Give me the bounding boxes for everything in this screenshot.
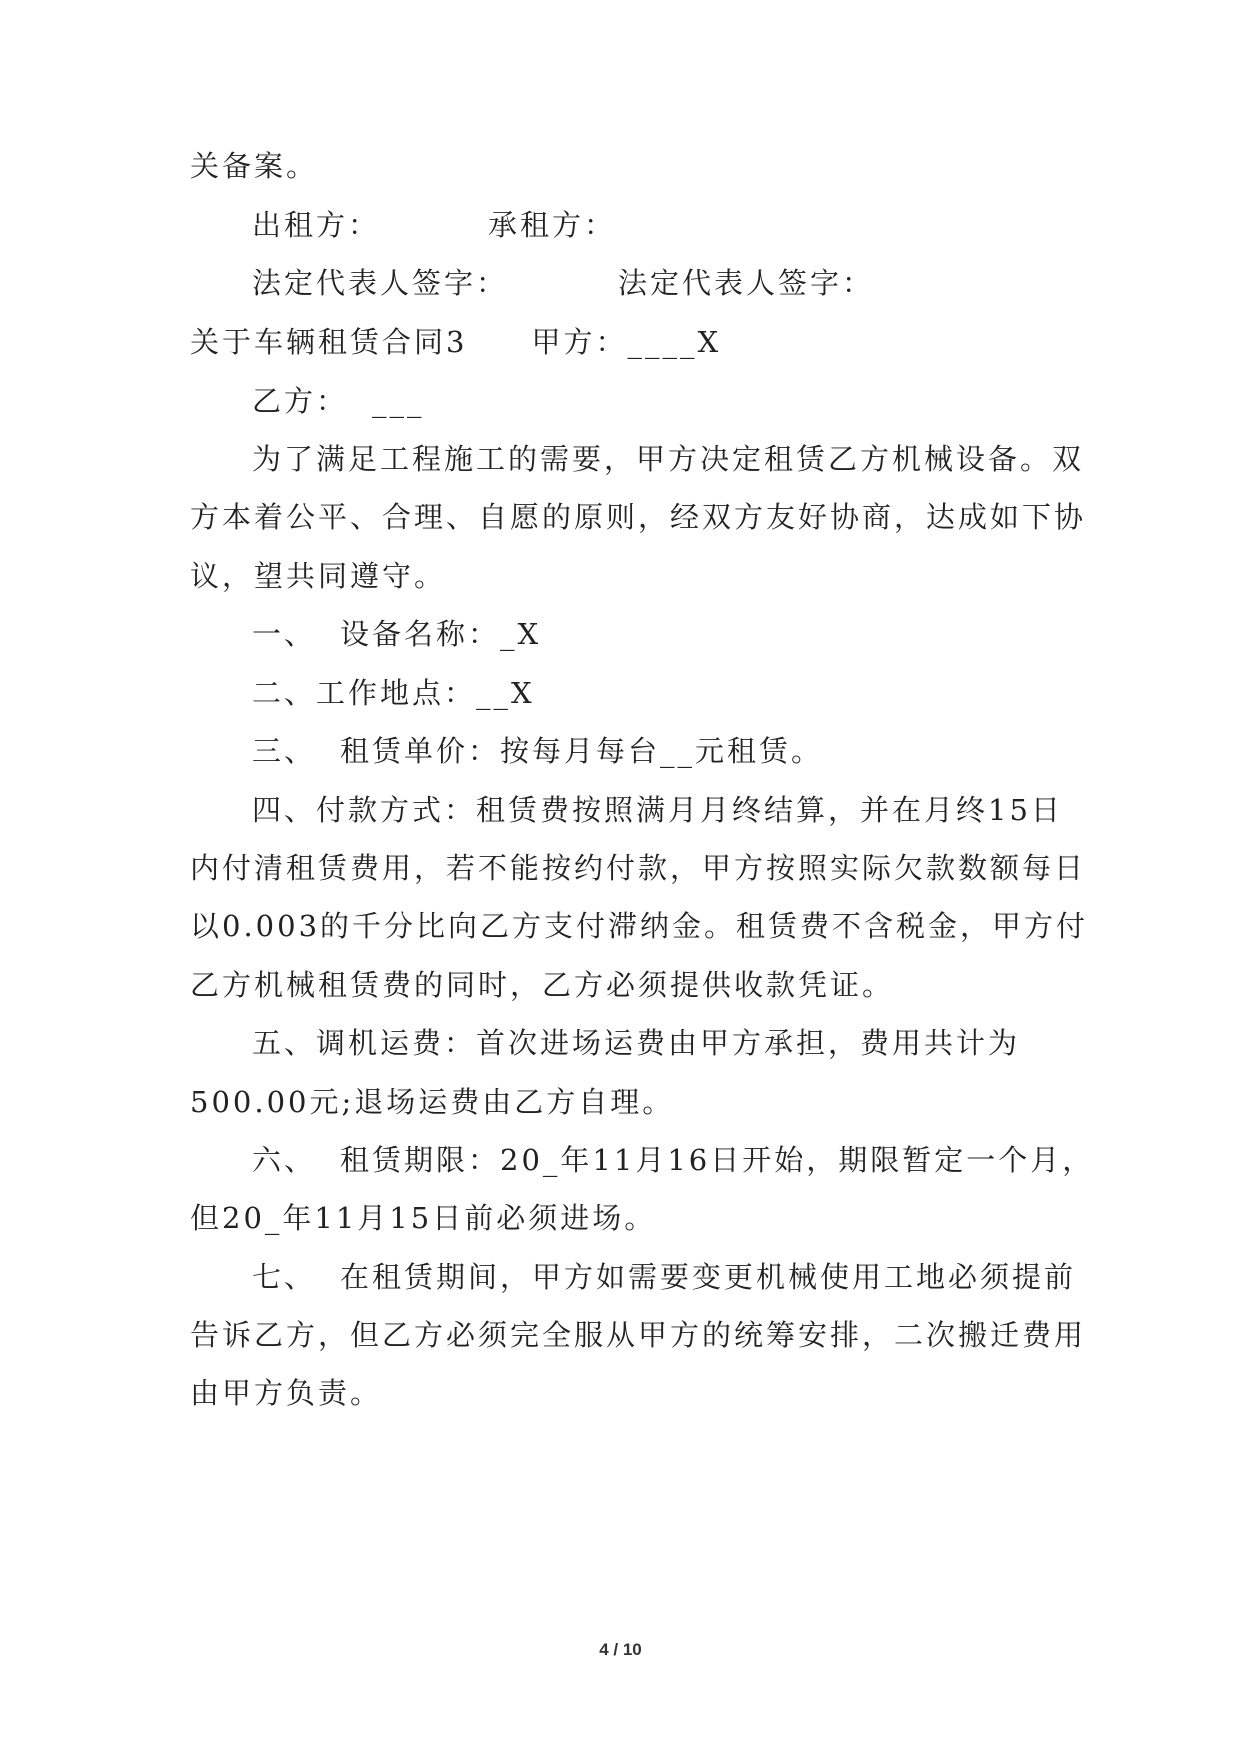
clause-number: 一、 (252, 617, 317, 651)
line-text: 但20_年11月15日前必须进场。 (190, 1201, 657, 1235)
clause-number: 七、 (252, 1260, 317, 1294)
line-text: 以0.003的千分比向乙方支付滞纳金。租赁费不含税金，甲方付 (190, 909, 1089, 943)
line-text: 为了满足工程施工的需要，甲方决定租赁乙方机械设备。双 (252, 442, 1085, 476)
signature-lessor-lessee (252, 205, 1132, 245)
line-text: 内付清租赁费用，若不能按约付款，甲方按照实际欠款数额每日 (190, 851, 1087, 885)
text-line-6 (252, 439, 1132, 479)
line-text: 乙方机械租赁费的同时，乙方必须提供收款凭证。 (190, 968, 895, 1002)
lessor-label: 出租方： (252, 208, 381, 242)
clause-5 (252, 1023, 1132, 1063)
party-b-label: 乙方： (252, 384, 349, 418)
clause-2 (252, 673, 1132, 713)
clause-text: 租赁单价：按每月每台__元租赁。 (340, 734, 824, 768)
clause-text: 二、工作地点：__X (252, 676, 535, 710)
text-line-13 (190, 848, 1087, 888)
text-line-15 (190, 965, 1070, 1005)
clause-text: 租赁期限：20_年11月16日开始，期限暂定一个月， (340, 1143, 1095, 1177)
line-text: 告诉乙方，但乙方必须完全服从甲方的统筹安排，二次搬迁费用 (190, 1318, 1087, 1352)
signature-representatives (252, 263, 1132, 303)
clause-4 (252, 790, 1132, 830)
line-text: 500.00元;退场运费由乙方自理。 (190, 1085, 675, 1119)
contract-heading-line (190, 322, 1070, 362)
text-line-21 (190, 1315, 1087, 1355)
clause-text: 设备名称：_X (340, 617, 542, 651)
party-a-field: 甲方：____X (531, 325, 722, 359)
clause-7 (252, 1257, 1132, 1297)
clause-text: 在租赁期间，甲方如需要变更机械使用工地必须提前 (340, 1260, 1077, 1294)
text-line-14 (190, 906, 1089, 946)
clause-1 (252, 614, 1132, 654)
text-line-7 (190, 497, 1087, 537)
clause-number: 六、 (252, 1143, 317, 1177)
line-text: 由甲方负责。 (190, 1376, 383, 1410)
party-b-line (252, 381, 1132, 421)
clause-3 (252, 731, 1132, 771)
line-text: 议，望共同遵守。 (190, 559, 447, 593)
lessor-representative-label: 法定代表人签字： (252, 266, 509, 300)
party-b-blank: ___ (372, 384, 425, 418)
line-text: 方本着公平、合理、自愿的原则，经双方友好协商，达成如下协 (190, 500, 1087, 534)
line-text: 关备案。 (190, 149, 319, 183)
text-line-8 (190, 556, 1070, 596)
clause-text: 四、付款方式：租赁费按照满月月终结算，并在月终15日 (252, 793, 1063, 827)
contract-title: 关于车辆租赁合同3 (190, 325, 468, 359)
text-line-19 (190, 1198, 1070, 1238)
text-line-1 (190, 146, 1070, 186)
lessee-label: 承租方： (488, 208, 617, 242)
text-line-17 (190, 1082, 1070, 1122)
clause-text: 五、调机运费：首次进场运费由甲方承担，费用共计为 (252, 1026, 1021, 1060)
lessee-representative-label: 法定代表人签字： (618, 266, 875, 300)
page-number: 4 / 10 (599, 1640, 642, 1659)
clause-6 (252, 1140, 1132, 1180)
clause-number: 三、 (252, 734, 317, 768)
text-line-22 (190, 1373, 1070, 1413)
